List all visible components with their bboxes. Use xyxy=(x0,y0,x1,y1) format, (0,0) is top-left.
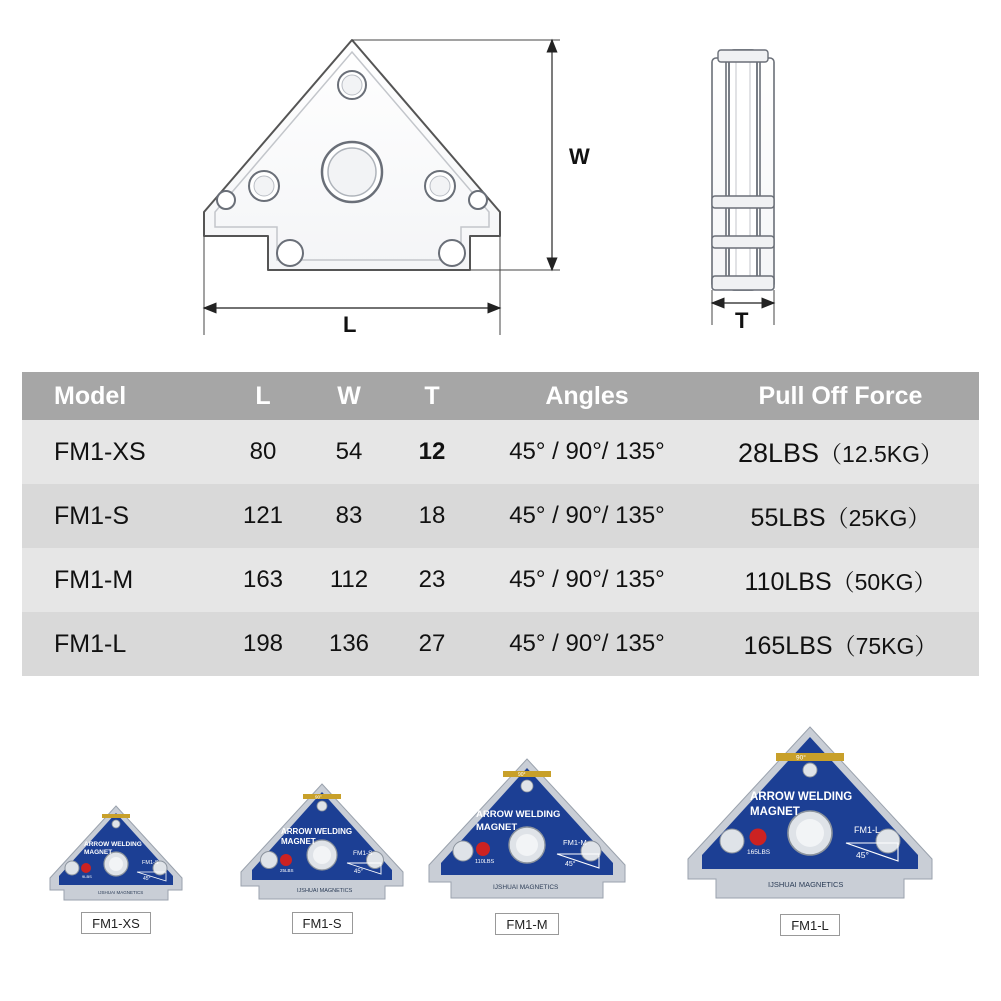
specification-table-wrapper xyxy=(22,372,979,676)
product-title-line1: ARROW WELDING xyxy=(476,809,561,820)
table-header-l: L xyxy=(220,372,306,420)
cell-w: 83 xyxy=(306,484,392,548)
product-brand: IJSHUAI MAGNETICS xyxy=(98,890,144,895)
dimension-label-w: W xyxy=(569,144,590,169)
front-view-outline xyxy=(204,40,500,270)
force-kg: （75KG） xyxy=(832,632,938,659)
product-title-line1: ARROW WELDING xyxy=(750,791,853,803)
cell-w: 54 xyxy=(306,420,392,484)
product-force-tag: 25LBS xyxy=(280,868,294,873)
product-fm1-m xyxy=(419,755,635,935)
product-top-angle: 90° xyxy=(518,772,526,778)
side-view-outline xyxy=(712,50,774,290)
cell-t: 18 xyxy=(392,484,472,548)
product-caption-fm1-xs: FM1-XS xyxy=(81,912,151,934)
product-title-line2: MAGNET xyxy=(84,849,113,856)
product-model-tag: FM1-S xyxy=(142,860,159,866)
cell-pull-off-force xyxy=(702,612,979,676)
cell-t: 12 xyxy=(392,420,472,484)
product-title-line1: ARROW WELDING xyxy=(84,841,142,848)
force-kg: （25KG） xyxy=(825,504,931,531)
product-top-angle: 90° xyxy=(796,754,806,762)
product-model-tag: FM1-S xyxy=(353,850,373,857)
cell-l: 121 xyxy=(220,484,306,548)
table-row xyxy=(22,484,979,548)
product-force-tag: 110LBS xyxy=(475,859,495,865)
product-caption-fm1-s: FM1-S xyxy=(292,912,353,934)
product-angle-tag: 45° xyxy=(856,850,869,860)
product-image-fm1-xs xyxy=(42,802,190,906)
force-value: 28LBS xyxy=(737,437,820,468)
product-caption-fm1-m: FM1-M xyxy=(495,913,558,935)
product-title-line2: MAGNET xyxy=(476,822,518,833)
force-value: 165LBS xyxy=(743,631,833,660)
table-header-pull-off-force: Pull Off Force xyxy=(702,372,979,420)
cell-angles: 45° / 90°/ 135° xyxy=(472,420,702,484)
product-brand: IJSHUAI MAGNETICS xyxy=(297,888,353,894)
cell-model: FM1-L xyxy=(22,612,220,676)
cell-w: 112 xyxy=(306,548,392,612)
cell-model: FM1-XS xyxy=(22,420,220,484)
cell-t: 27 xyxy=(392,612,472,676)
product-brand: IJSHUAI MAGNETICS xyxy=(768,880,844,889)
product-top-angle: 90° xyxy=(315,794,322,800)
table-header-w: W xyxy=(306,372,392,420)
product-angle-tag: 45° xyxy=(565,861,576,868)
cell-l: 198 xyxy=(220,612,306,676)
cell-angles: 45° / 90°/ 135° xyxy=(472,484,702,548)
cell-angles: 45° / 90°/ 135° xyxy=(472,612,702,676)
product-brand: IJSHUAI MAGNETICS xyxy=(493,884,559,891)
product-lineup xyxy=(0,690,1001,1001)
product-caption-fm1-l: FM1-L xyxy=(780,914,840,936)
table-header-row xyxy=(22,372,979,420)
force-value: 110LBS xyxy=(744,567,832,596)
dimension-drawing-svg xyxy=(0,0,1001,360)
product-force-tag: 165LBS xyxy=(747,849,771,856)
table-header-angles: Angles xyxy=(472,372,702,420)
product-fm1-xs xyxy=(42,802,190,934)
product-title-line1: ARROW WELDING xyxy=(281,827,353,836)
product-fm1-l xyxy=(676,723,944,936)
product-image-fm1-s xyxy=(233,780,411,906)
cell-w: 136 xyxy=(306,612,392,676)
force-kg: （12.5KG） xyxy=(819,440,944,467)
cell-model: FM1-S xyxy=(22,484,220,548)
cell-t: 23 xyxy=(392,548,472,612)
product-model-tag: FM1-L xyxy=(854,825,881,835)
product-image-fm1-l xyxy=(676,723,944,908)
cell-angles: 45° / 90°/ 135° xyxy=(472,548,702,612)
force-kg: （50KG） xyxy=(831,568,937,595)
cell-l: 80 xyxy=(220,420,306,484)
product-title-line2: MAGNET xyxy=(281,837,316,846)
table-row xyxy=(22,420,979,484)
product-model-tag: FM1-M xyxy=(563,838,587,847)
cell-pull-off-force xyxy=(702,420,979,484)
product-title-line2: MAGNET xyxy=(750,806,800,818)
cell-pull-off-force xyxy=(702,484,979,548)
cell-model: FM1-M xyxy=(22,548,220,612)
specification-table xyxy=(22,372,979,676)
product-angle-tag: 45° xyxy=(354,869,364,875)
product-fm1-s xyxy=(233,780,411,934)
product-image-fm1-m xyxy=(419,755,635,907)
cell-pull-off-force xyxy=(702,548,979,612)
table-body xyxy=(22,420,979,676)
table-row xyxy=(22,548,979,612)
table-header-model: Model xyxy=(22,372,220,420)
table-header-t: T xyxy=(392,372,472,420)
product-force-tag: 9LBS xyxy=(82,874,92,879)
cell-l: 163 xyxy=(220,548,306,612)
dimension-label-l: L xyxy=(343,312,357,337)
table-header xyxy=(22,372,979,420)
force-value: 55LBS xyxy=(750,503,826,532)
product-angle-tag: 45° xyxy=(143,876,151,882)
dimension-label-t: T xyxy=(735,308,749,333)
technical-drawing-area xyxy=(0,0,1001,360)
table-row xyxy=(22,612,979,676)
